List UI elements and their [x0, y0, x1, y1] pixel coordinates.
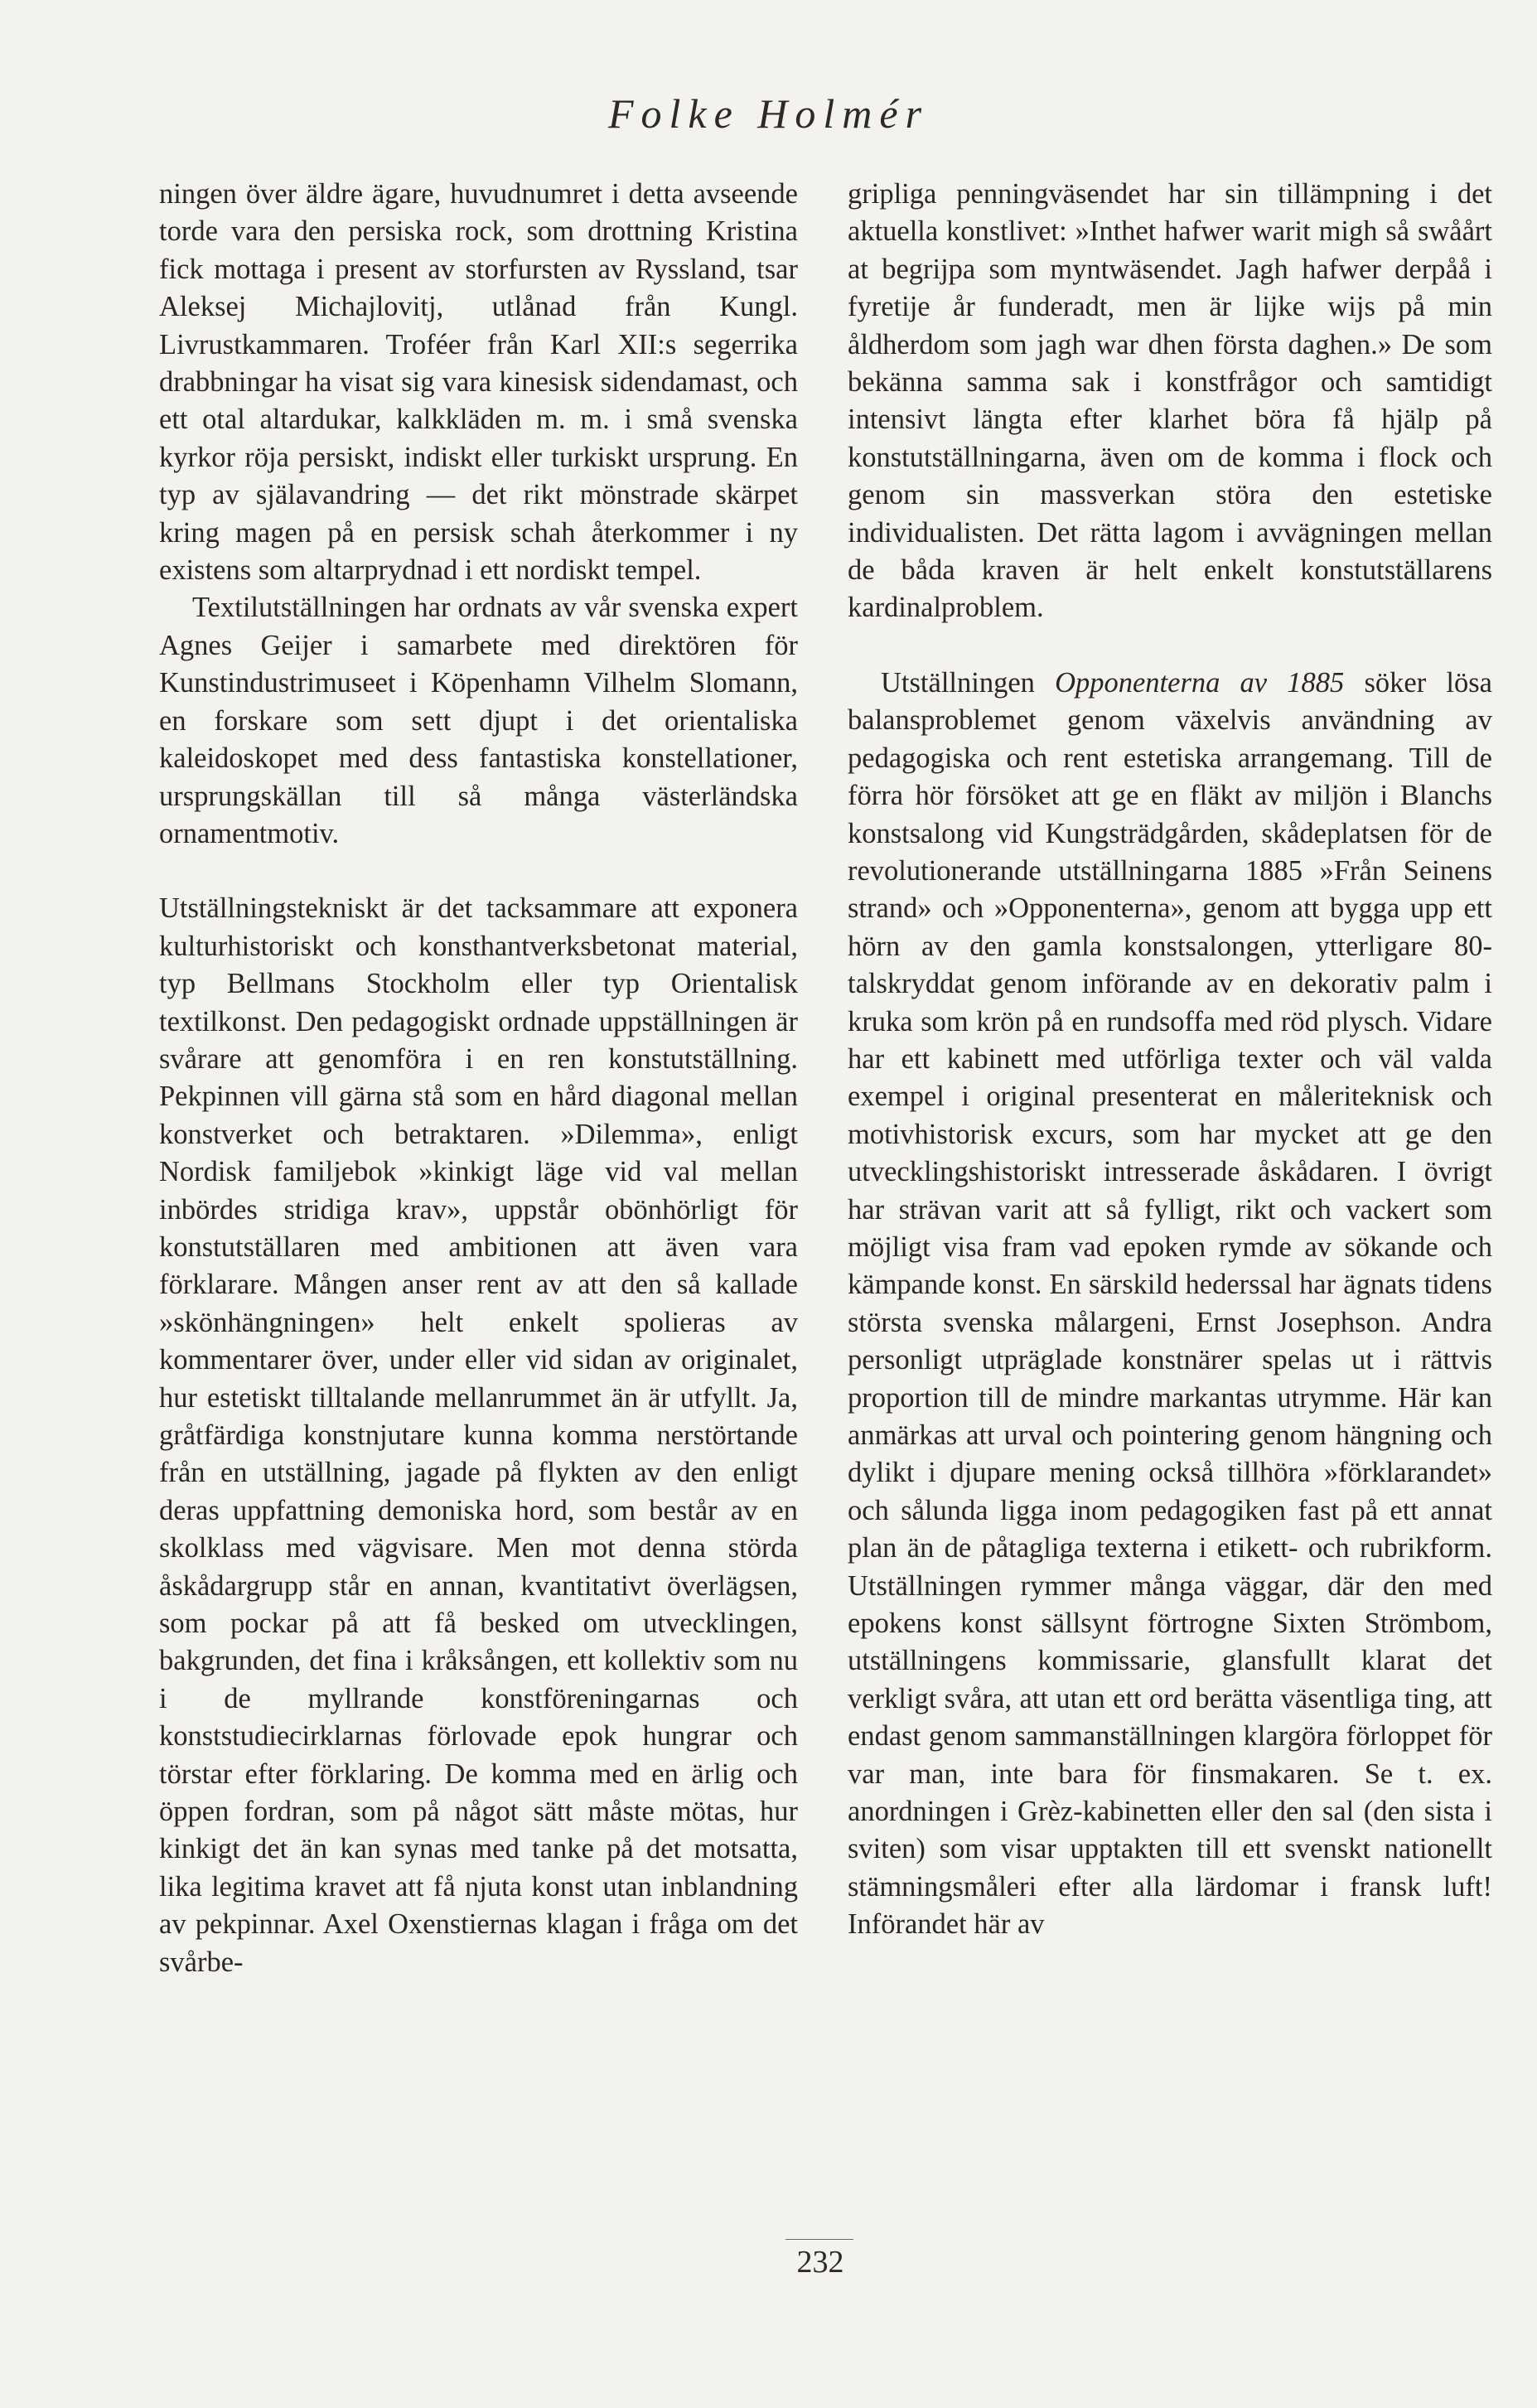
- paragraph: [848, 665, 1492, 1944]
- paragraph-text: söker lösa balansproblemet genom växelvis användning av pedagogiska och rent estetiska arrangemang. Till de förra hör försöket att ge en fläkt av miljön i Blanchs konstsalong vid Kungsträdgården, skådeplatsen för de revolutionerande utställningarna 1885 »Från Seinens strand» och »Opponenterna», genom att bygga upp ett hörn av den gamla konstsalongen, ytterligare 80-talskryddat genom införande av en dekorativ palm i kruka som krön på en rundsoffa med röd plysch. Vidare har ett kabinett med utförliga texter och väl valda exempel i original presenterat en måleriteknisk och motivhistorisk excurs, som har mycket att ge den utvecklingshistoriskt intresserade åskådaren. I övrigt har strävan varit att så fylligt, rikt och vackert som möjligt visa fram vad epoken rymde av sökande och kämpande konst. En särskild hederssal har ägnats tidens största svenska målargeni, Ernst Josephson. Andra personligt utpräglade konstnärer spelas ut i rättvis proportion till de mindre markantas utrymme. Här kan anmärkas att urval och pointering genom hängning och dylikt i djupare mening också tillhöra »förklarandet» och sålunda ligga inom pedagogiken fast på ett annat plan än de påtagliga texterna i etikett- och rubrikform. Utställningen rymmer många väggar, där den med epokens konst sällsynt förtrogne Sixten Strömbom, utställningens kommissarie, glansfullt klarat det verkligt svåra, att utan ett ord berätta väsentliga ting, att endast genom sammanställningen klargöra förloppet för var man, inte bara för finsmakaren. Se t. ex. anordningen i Grèz-kabinetten eller den sal (den sista i sviten) som visar upptakten till ett svenskt nationellt stämningsmåleri efter alla lärdomar i fransk luft! Införandet här av: [848, 666, 1492, 1941]
- page-number: 232: [796, 2245, 844, 2280]
- footer-rule: [785, 2239, 853, 2240]
- right-column: [848, 176, 1492, 1944]
- paragraph-text: Utställningen: [881, 666, 1056, 699]
- paragraph: Utställningstekniskt är det tacksammare att exponera kulturhistoriskt och konsthantverksbetonat material, typ Bellmans Stockholm eller typ Orientalisk textilkonst. Den pedagogiskt ordnade uppställningen är svårare att genomföra i en ren konstutställning. Pekpinnen vill gärna stå som en hård diagonal mellan konstverket och betraktaren. »Dilemma», enligt Nordisk familjebok »kinkigt läge vid val mellan inbördes stridiga krav», uppstår obönhörligt för konstutställaren med ambitionen att även vara förklarare. Mången anser rent av att den så kallade »skönhängningen» helt enkelt spolieras av kommentarer över, under eller vid sidan av originalet, hur estetiskt tilltalande mellanrummet än är utfyllt. Ja, gråtfärdiga konstnjutare kunna komma nerstörtande från en utställning, jagade på flykten av den enligt deras uppfattning demoniska hord, som består av en skolklass med vägvisare. Men mot denna störda åskådargrupp står en annan, kvantitativt överlägsen, som pockar på att få besked om utvecklingen, bakgrunden, det fina i kråksången, ett kollektiv som nu i de myllrande konstföreningarnas och konststudiecirklarnas förlovade epok hungrar och törstar efter förklaring. De komma med en ärlig och öppen fordran, som på något sätt måste mötas, hur kinkigt det än kan synas med tanke på det motsatta, lika legitima kravet att få njuta konst utan inblandning av pekpinnar. Axel Oxenstiernas klagan i fråga om det svårbe-: [159, 892, 798, 1978]
- paragraph: Textilutställningen har ordnats av vår svenska expert Agnes Geijer i samarbete med direktören för Kunstindustrimuseet i Köpenhamn Vilhelm Slomann, en forskare som sett djupt i det orientaliska kaleidoskopet med dess fantastiska konstellationer, ursprungskällan till så många västerländska ornamentmotiv.: [159, 592, 798, 849]
- paragraph: gripliga penningväsendet har sin tillämpning i det aktuella konstlivet: »Inthet hafwer warit migh så swåårt at begrijpa som myntwäsendet. Jagh hafwer derpåå i fyretije år funderadt, men är lijke wijs på min åldherdom som jagh war dhen första daghen.» De som bekänna samma sak i konstfrågor och samtidigt intensivt längta efter klarhet böra få hjälp på konstutställningarna, även om de komma i flock och genom sin massverkan störa den estetiske individualisten. Det rätta lagom i avvägningen mellan de båda kraven är helt enkelt konstutställarens kardinalproblem.: [848, 178, 1492, 624]
- running-header: Folke Holmér: [607, 90, 930, 137]
- left-column: [159, 176, 798, 1981]
- exhibition-title: Opponenterna av 1885: [1055, 666, 1345, 699]
- paragraph: ningen över äldre ägare, huvudnumret i detta avseende torde vara den persiska rock, som drottning Kristina fick mottaga i present av storfursten av Ryssland, tsar Aleksej Michajlovitj, utlånad från Kungl. Livrustkammaren. Troféer från Karl XII:s segerrika drabbningar ha visat sig vara kinesisk sidendamast, och ett otal altardukar, kalkkläden m. m. i små svenska kyrkor röja persiskt, indiskt eller turkiskt ursprung. En typ av själavandring — det rikt mönstrade skärpet kring magen på en persisk schah återkommer i ny existens som altarprydnad i ett nordiskt tempel.: [159, 178, 798, 587]
